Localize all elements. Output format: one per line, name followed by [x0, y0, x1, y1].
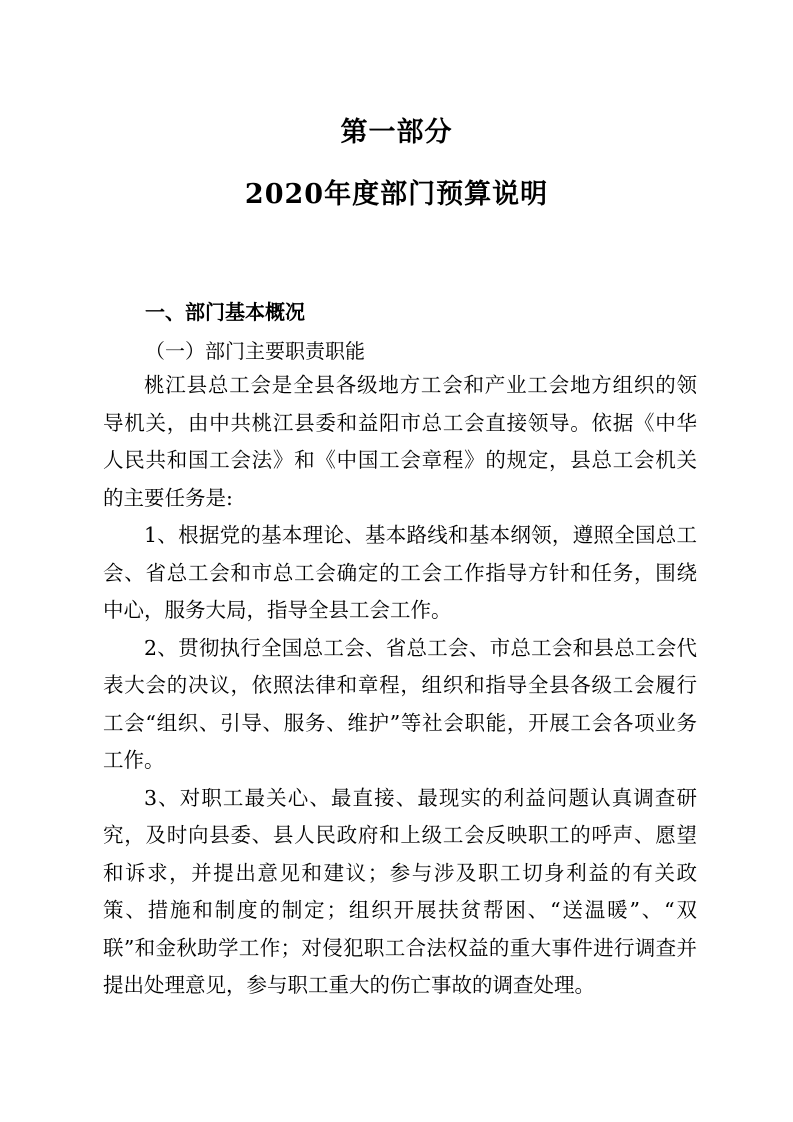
paragraph-task-3: 3、对职工最关心、最直接、最现实的利益问题认真调查研究，及时向县委、县人民政府和上级工会反映职工的呼声、愿望和诉求，并提出意见和建议；参与涉及职工切身利益的有关政策、措施和制度的制定；组织开展扶贫帮困、“送温暖”、“双联”和金秋助学工作；对侵犯职工合法权益的重大事件进行调查并提出处理意见，参与职工重大的伤亡事故的调查处理。	[103, 785, 697, 997]
paragraph-intro: 桃江县总工会是全县各级地方工会和产业工会地方组织的领导机关，由中共桃江县委和益阳市总工会直接领导。依据《中华人民共和国工会法》和《中国工会章程》的规定，县总工会机关的主要任务是:	[103, 373, 697, 510]
document-title: 2020年度部门预算说明	[244, 179, 549, 210]
body-text	[103, 367, 697, 1005]
paragraph-task-2: 2、贯彻执行全国总工会、省总工会、市总工会和县总工会代表大会的决议，依照法律和章程，组织和指导全县各级工会履行工会“组织、引导、服务、维护”等社会职能，开展工会各项业务工作。	[103, 635, 697, 772]
part-title: 第一部分	[340, 117, 453, 148]
subsection-heading: （一）部门主要职责职能	[145, 339, 365, 363]
paragraph-task-1: 1、根据党的基本理论、基本路线和基本纲领，遵照全国总工会、省总工会和市总工会确定的工会工作指导方针和任务，围绕中心，服务大局，指导全县工会工作。	[103, 523, 697, 622]
section-heading: 一、部门基本概况	[145, 300, 305, 324]
